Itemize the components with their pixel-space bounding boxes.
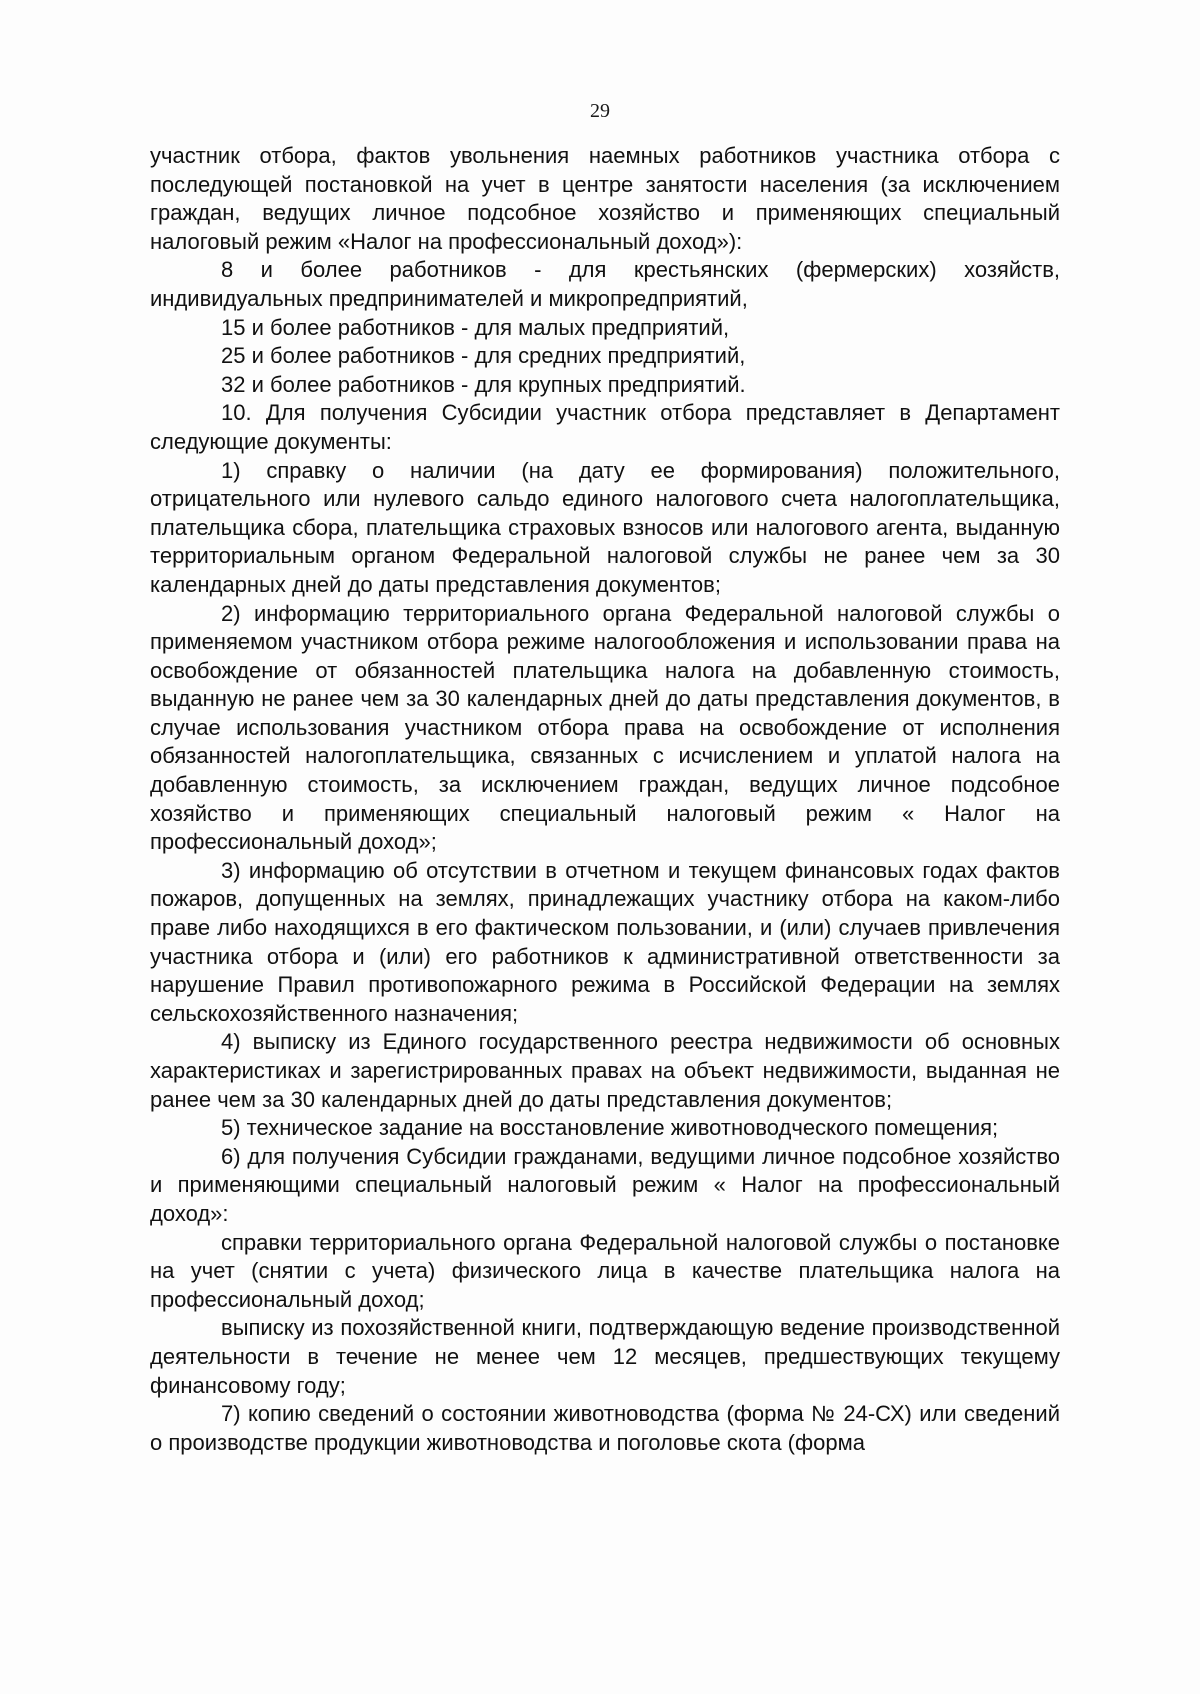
paragraph: 1) справку о наличии (на дату ее формирования) положительного, отрицательного или нулевого сальдо единого налогового счета налогоплательщика, плательщика сбора, плательщика страховых взносов или налогового агента, выданную территориальным органом Федеральной налоговой службы не ранее чем за 30 календарных дней до даты представления документов; [150,457,1060,597]
paragraph: 15 и более работников - для малых предприятий, [221,314,730,340]
paragraph: 5) техническое задание на восстановление животноводческого помещения; [221,1115,999,1141]
paragraph: выписку из похозяйственной книги, подтверждающую ведение производственной деятельности в течение не менее чем 12 месяцев, предшествующих текущему финансовому году; [150,1315,1060,1398]
paragraph: 3) информацию об отсутствии в отчетном и текущем финансовых годах фактов пожаров, допущенных на землях, принадлежащих участнику отбора на каком-либо праве либо находящихся в его фактическом пользовании, и (или) случаев привлечения участника отбора и (или) его работников к административной ответственности за нарушение Правил противопожарного режима в Российской Федерации на землях сельскохозяйственного назначения; [150,857,1060,1026]
document-body [150,142,1060,1457]
page-number: 29 [590,100,610,122]
paragraph: 4) выписку из Единого государственного реестра недвижимости об основных характеристиках и зарегистрированных правах на объект недвижимости, выданная не ранее чем за 30 календарных дней до даты представления документов; [150,1029,1060,1112]
paragraph: 6) для получения Субсидии гражданами, ведущими личное подсобное хозяйство и применяющими специальный налоговый режим « Налог на профессиональный доход»: [150,1143,1060,1226]
paragraph: 10. Для получения Субсидии участник отбора представляет в Департамент следующие документы: [150,400,1060,454]
paragraph: 7) копию сведений о состоянии животноводства (форма № 24-СХ) или сведений о производстве продукции животноводства и поголовье скота (форма [150,1401,1060,1455]
paragraph: 32 и более работников - для крупных предприятий. [221,371,746,397]
paragraph: участник отбора, фактов увольнения наемных работников участника отбора с последующей постановкой на учет в центре занятости населения (за исключением граждан, ведущих личное подсобное хозяйство и применяющих специальный налоговый режим «Налог на профессиональный доход»): [150,143,1060,254]
paragraph: справки территориального органа Федеральной налоговой службы о постановке на учет (снятии с учета) физического лица в качестве плательщика налога на профессиональный доход; [150,1229,1060,1312]
paragraph: 25 и более работников - для средних предприятий, [221,343,746,369]
paragraph: 2) информацию территориального органа Федеральной налоговой службы о применяемом участником отбора режиме налогообложения и использовании права на освобождение от обязанностей плательщика налога на добавленную стоимость, выданную не ранее чем за 30 календарных дней до даты представления документов, в случае использования участником отбора права на освобождение от исполнения обязанностей налогоплательщика, связанных с исчислением и уплатой налога на добавленную стоимость, за исключением граждан, ведущих личное подсобное хозяйство и применяющих специальный налоговый режим « Налог на профессиональный доход»; [150,600,1060,855]
paragraph: 8 и более работников - для крестьянских (фермерских) хозяйств, индивидуальных предпринимателей и микропредприятий, [150,257,1060,311]
